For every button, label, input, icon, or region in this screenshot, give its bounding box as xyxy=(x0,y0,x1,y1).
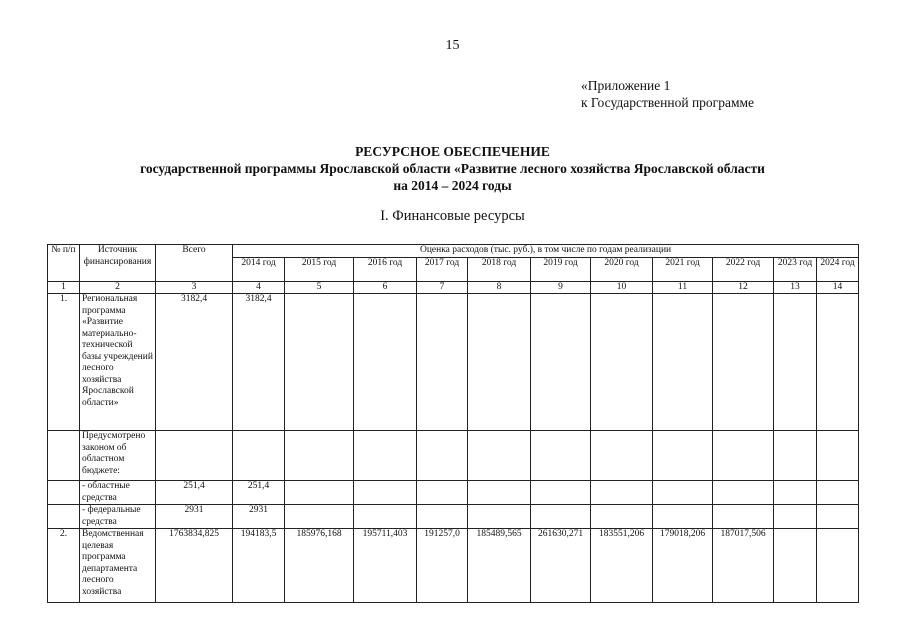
column-number: 8 xyxy=(468,281,531,294)
row-value xyxy=(591,505,653,529)
column-number: 10 xyxy=(591,281,653,294)
row-value xyxy=(531,505,591,529)
header-year: 2016 год xyxy=(354,257,417,281)
row-value xyxy=(354,294,417,431)
appendix-label xyxy=(581,77,754,111)
column-number: 14 xyxy=(817,281,859,294)
row-number: 2. xyxy=(48,529,80,603)
header-source: Источник финансирования xyxy=(80,245,156,282)
row-value xyxy=(817,294,859,431)
header-year: 2017 год xyxy=(417,257,468,281)
row-value xyxy=(468,481,531,505)
section-heading: I. Финансовые ресурсы xyxy=(380,208,525,224)
row-value xyxy=(531,481,591,505)
row-number xyxy=(48,505,80,529)
row-value xyxy=(591,294,653,431)
column-number: 11 xyxy=(653,281,713,294)
header-num: № п/п xyxy=(48,245,80,282)
row-value: 183551,206 xyxy=(591,529,653,603)
row-value: 2931 xyxy=(233,505,285,529)
row-source: Ведомственная целевая программа департамента лесного хозяйства xyxy=(80,529,156,603)
row-value xyxy=(531,431,591,481)
row-value xyxy=(468,431,531,481)
row-source: - федеральные средства xyxy=(80,505,156,529)
row-value xyxy=(817,505,859,529)
table-row xyxy=(48,529,859,603)
header-year: 2020 год xyxy=(591,257,653,281)
row-value xyxy=(417,431,468,481)
appendix-line-2: к Государственной программе xyxy=(581,95,755,110)
appendix-line-1: «Приложение 1 xyxy=(581,78,671,93)
table-row xyxy=(48,481,859,505)
header-year: 2021 год xyxy=(653,257,713,281)
row-value xyxy=(817,431,859,481)
row-value xyxy=(285,505,354,529)
row-value xyxy=(817,529,859,603)
row-value: 261630,271 xyxy=(531,529,591,603)
column-number: 1 xyxy=(48,281,80,294)
row-value xyxy=(417,481,468,505)
row-value xyxy=(233,431,285,481)
header-year: 2024 год xyxy=(817,257,859,281)
row-value xyxy=(591,431,653,481)
title-line-1: РЕСУРСНОЕ ОБЕСПЕЧЕНИЕ xyxy=(355,144,550,159)
row-value: 194183,5 xyxy=(233,529,285,603)
resources-table xyxy=(47,244,859,603)
row-value xyxy=(713,294,774,431)
title-line-2: государственной программы Ярославской области «Развитие лесного хозяйства Ярославской области xyxy=(140,161,765,176)
row-value xyxy=(354,481,417,505)
column-number: 3 xyxy=(156,281,233,294)
row-value: 195711,403 xyxy=(354,529,417,603)
column-number: 7 xyxy=(417,281,468,294)
row-value xyxy=(354,431,417,481)
row-value xyxy=(713,481,774,505)
row-value xyxy=(531,294,591,431)
row-value xyxy=(653,481,713,505)
row-value xyxy=(713,505,774,529)
row-total: 251,4 xyxy=(156,481,233,505)
header-estimate: Оценка расходов (тыс. руб.), в том числе по годам реализации xyxy=(233,245,859,258)
column-number: 9 xyxy=(531,281,591,294)
header-total: Всего xyxy=(156,245,233,282)
row-value xyxy=(653,294,713,431)
row-number xyxy=(48,431,80,481)
row-number: 1. xyxy=(48,294,80,431)
row-value xyxy=(774,294,817,431)
row-value: 179018,206 xyxy=(653,529,713,603)
table-row xyxy=(48,505,859,529)
row-value xyxy=(354,505,417,529)
row-value xyxy=(468,505,531,529)
row-value xyxy=(817,481,859,505)
row-value: 3182,4 xyxy=(233,294,285,431)
page-number: 15 xyxy=(445,38,460,53)
row-value xyxy=(713,431,774,481)
row-total xyxy=(156,431,233,481)
row-value xyxy=(468,294,531,431)
header-year: 2023 год xyxy=(774,257,817,281)
row-total: 1763834,825 xyxy=(156,529,233,603)
row-value xyxy=(774,505,817,529)
table-row xyxy=(48,294,859,431)
row-value xyxy=(774,529,817,603)
row-value xyxy=(774,431,817,481)
row-value: 185489,565 xyxy=(468,529,531,603)
row-value: 251,4 xyxy=(233,481,285,505)
header-year: 2019 год xyxy=(531,257,591,281)
document-title xyxy=(0,143,905,194)
header-year: 2014 год xyxy=(233,257,285,281)
row-value: 191257,0 xyxy=(417,529,468,603)
row-value xyxy=(417,505,468,529)
header-row-1 xyxy=(48,245,859,258)
row-total: 3182,4 xyxy=(156,294,233,431)
header-year: 2022 год xyxy=(713,257,774,281)
row-value xyxy=(591,481,653,505)
header-year: 2015 год xyxy=(285,257,354,281)
row-total: 2931 xyxy=(156,505,233,529)
header-year: 2018 год xyxy=(468,257,531,281)
row-value xyxy=(774,481,817,505)
row-value: 187017,506 xyxy=(713,529,774,603)
row-value xyxy=(285,294,354,431)
row-value xyxy=(285,431,354,481)
row-value xyxy=(653,505,713,529)
column-number: 6 xyxy=(354,281,417,294)
row-source: Региональная программа «Развитие материально-технической базы учреждений лесного хозяйства Ярославской области» xyxy=(80,294,156,431)
column-number: 13 xyxy=(774,281,817,294)
column-number: 5 xyxy=(285,281,354,294)
column-number: 4 xyxy=(233,281,285,294)
row-number xyxy=(48,481,80,505)
row-source: Предусмотрено законом об областном бюджете: xyxy=(80,431,156,481)
row-value xyxy=(285,481,354,505)
title-line-3: на 2014 – 2024 годы xyxy=(393,178,512,193)
column-number: 2 xyxy=(80,281,156,294)
row-value xyxy=(653,431,713,481)
column-number: 12 xyxy=(713,281,774,294)
row-source: - областные средства xyxy=(80,481,156,505)
column-number-row xyxy=(48,281,859,294)
table-row xyxy=(48,431,859,481)
row-value xyxy=(417,294,468,431)
row-value: 185976,168 xyxy=(285,529,354,603)
